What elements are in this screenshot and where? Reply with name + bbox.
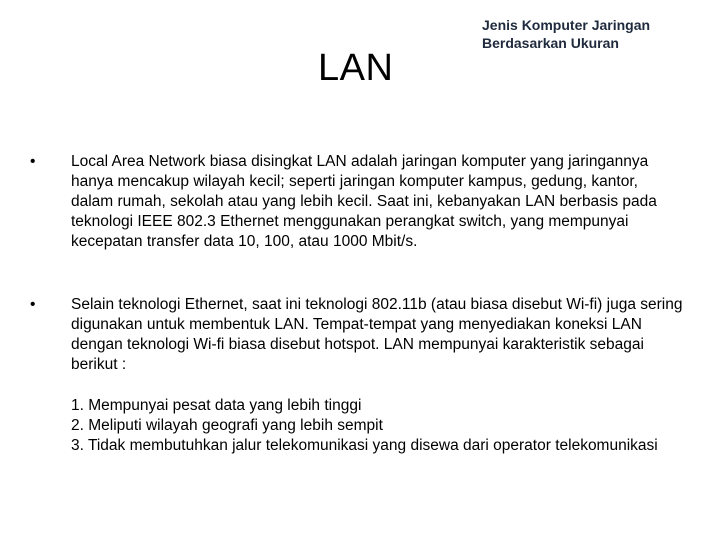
subtitle-line-2: Berdasarkan Ukuran [482,35,619,51]
page-title: LAN [318,47,394,89]
bullet-marker-2: • [30,296,36,313]
bullet-marker-1: • [30,153,36,170]
slide-subtitle [482,16,702,52]
subtitle-line-1: Jenis Komputer Jaringan [482,17,651,33]
list-item: 1. Mempunyai pesat data yang lebih tinggi [71,397,362,414]
list-item: 3. Tidak membutuhkan jalur telekomunikasi yang disewa dari operator telekomunikasi [71,437,658,454]
list-item: 2. Meliputi wilayah geografi yang lebih sempit [71,417,383,434]
bullet-text-1: Local Area Network biasa disingkat LAN adalah jaringan komputer yang jaringannya hanya mencakup wilayah kecil; seperti jaringan komputer kampus, gedung, kantor, dalam rumah, sekolah atau yang lebih kecil. Saat ini, kebanyakan LAN berbasis pada teknologi IEEE 802.3 Ethernet menggunakan perangkat switch, yang mempunyai kecepatan transfer data 10, 100, atau 1000 Mbit/s. [71,153,657,250]
bullet-text-2: Selain teknologi Ethernet, saat ini teknologi 802.11b (atau biasa disebut Wi-fi) juga sering digunakan untuk membentuk LAN. Tempat-tempat yang menyediakan koneksi LAN dengan teknologi Wi-fi biasa disebut hotspot. LAN mempunyai karakteristik sebagai berikut : [71,296,683,373]
characteristics-list [71,396,681,456]
